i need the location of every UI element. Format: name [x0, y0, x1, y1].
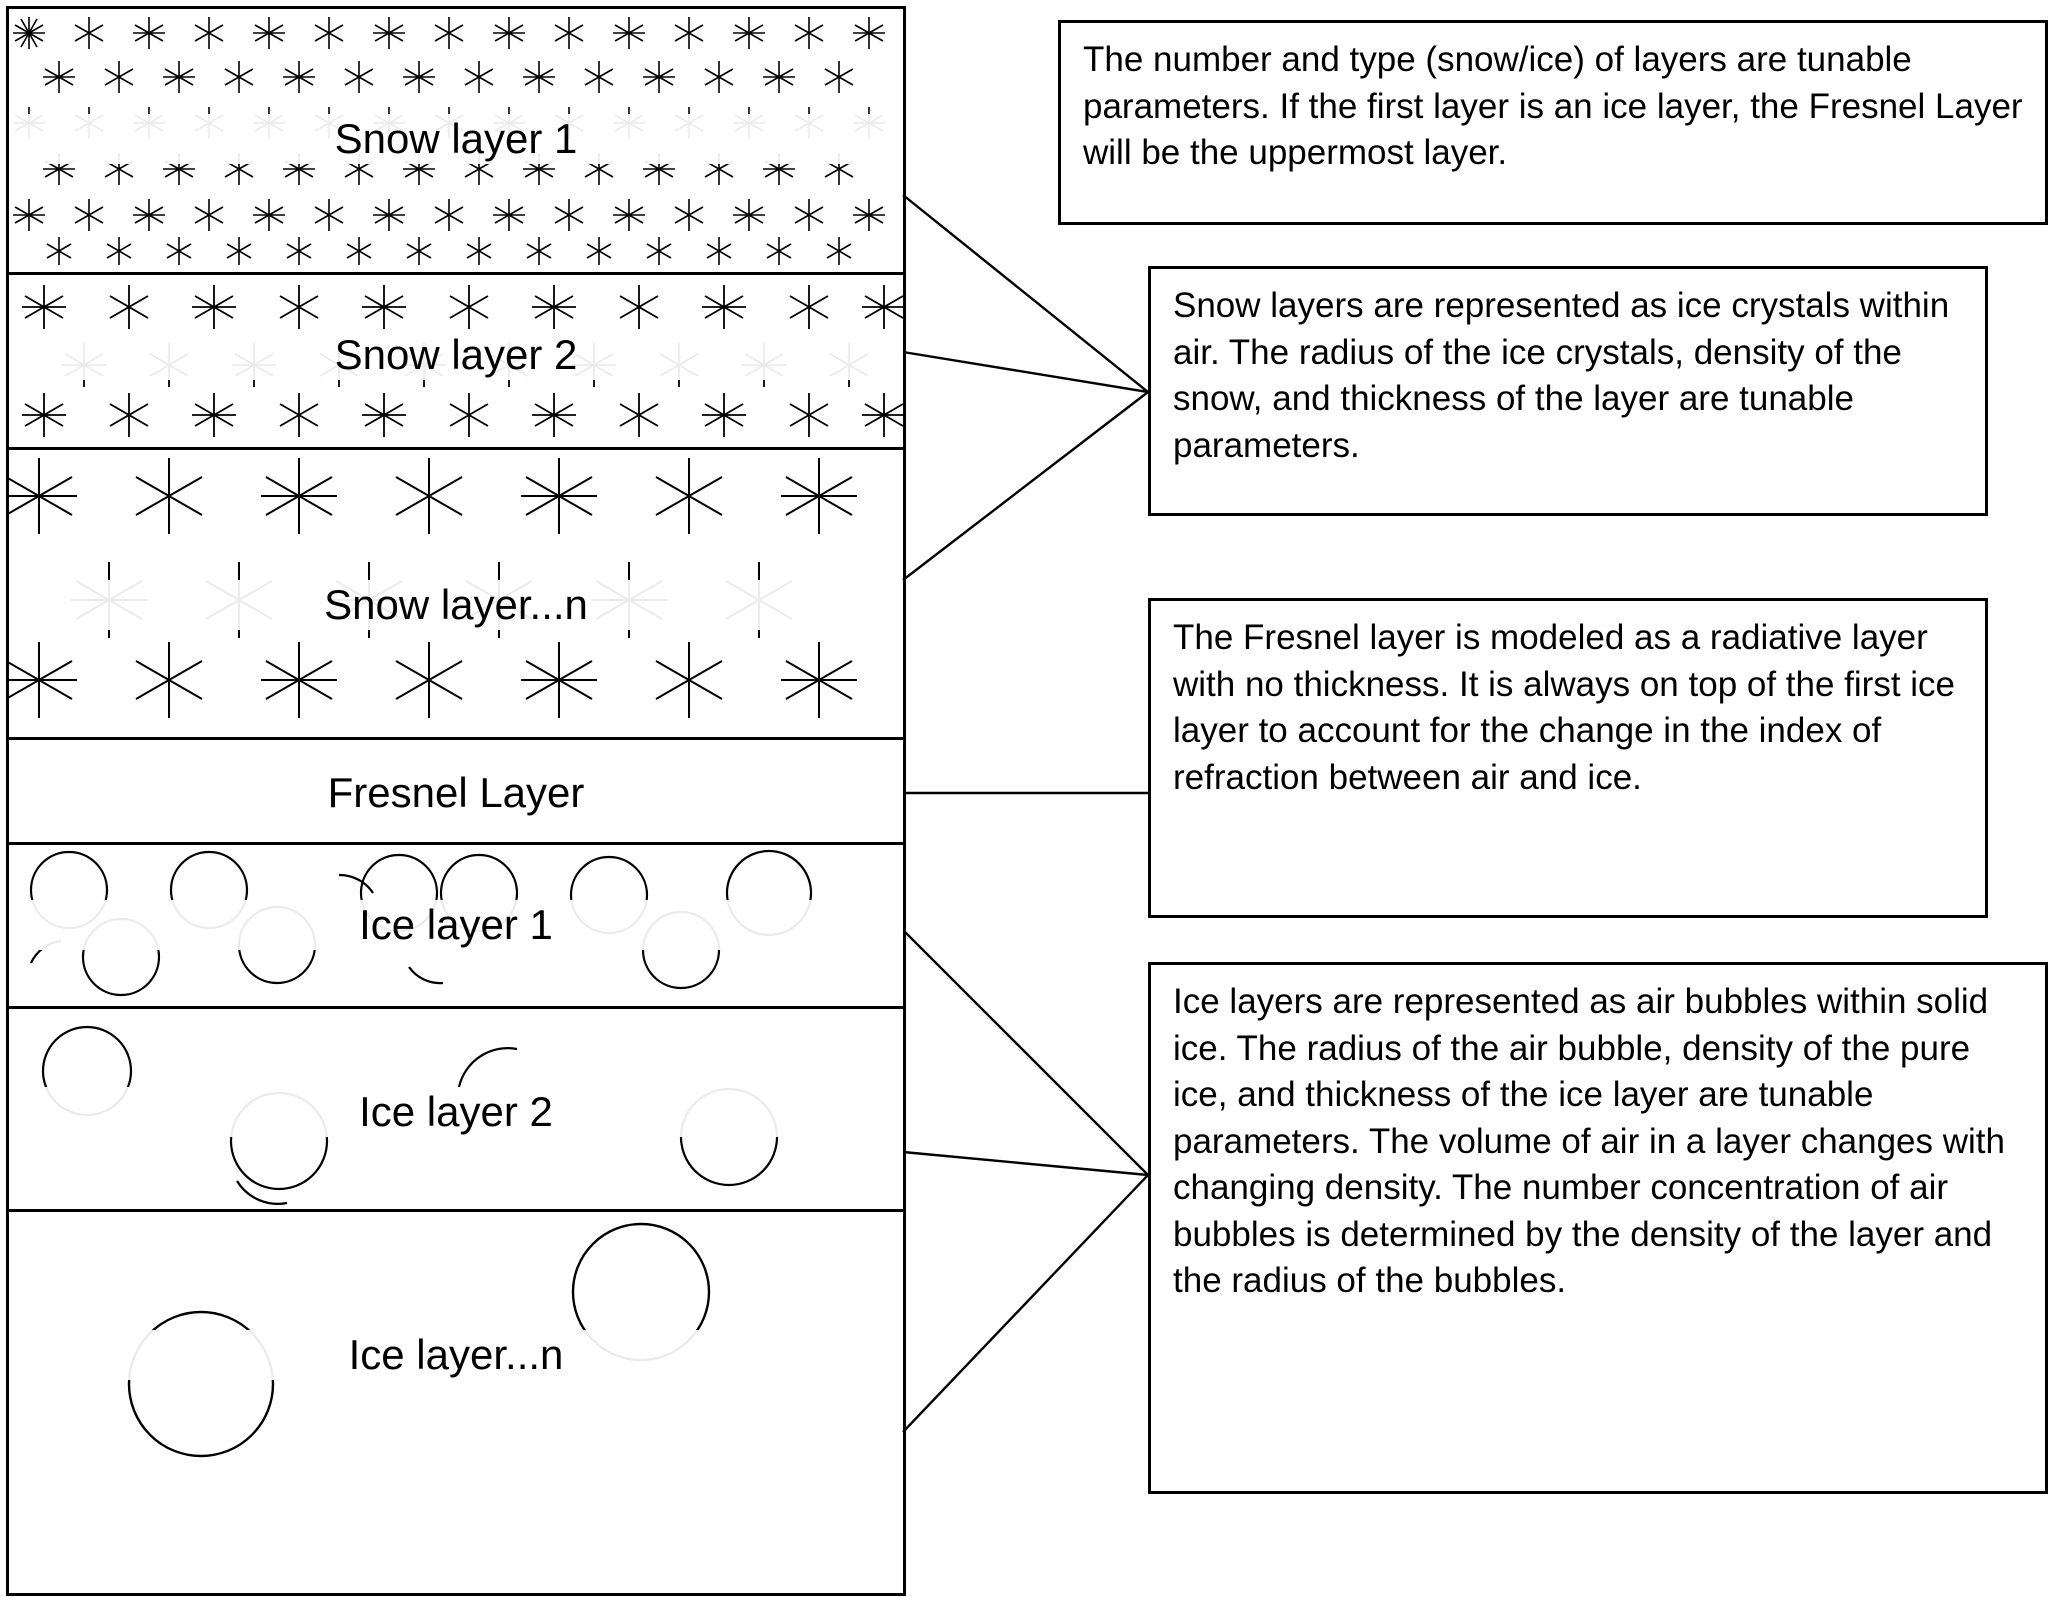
- note-ice-text: Ice layers are represented as air bubbles within solid ice. The radius of the air bubble, density of the pure ice, and thickness of the ice layer are tunable parameters. The volume of air in a layer changes with changing density. The number concentration of air bubbles is determined by the density of the layer and the radius of the bubbles.: [1173, 982, 2005, 1301]
- layer-label-snow-2: Snow layer 2: [9, 330, 903, 380]
- layer-label-fresnel: Fresnel Layer: [327, 769, 585, 816]
- layer-label-snow-1: Snow layer 1: [9, 114, 903, 164]
- layer-snow-layer-1: [9, 9, 903, 275]
- note-snow-text: Snow layers are represented as ice crystals within air. The radius of the ice crystals, density of the snow, and thickness of the layer are tunable parameters.: [1173, 286, 1950, 465]
- air-bubbles-large-icon: [9, 1212, 903, 1593]
- note-snow: [1148, 266, 1988, 516]
- layer-ice-layer-1: [9, 845, 903, 1009]
- layer-stack: [6, 6, 906, 1596]
- layer-ice-layer-2: [9, 1009, 903, 1212]
- note-layers-text: The number and type (snow/ice) of layers are tunable parameters. If the first layer is an ice layer, the Fresnel Layer will be the uppermost layer.: [1083, 40, 2023, 173]
- layer-label-ice-n: Ice layer...n: [9, 1330, 903, 1380]
- connector-snow-2: [903, 352, 1148, 392]
- note-layers: [1058, 20, 2048, 225]
- connector-snow-n: [903, 392, 1148, 580]
- layer-snow-layer-n: [9, 450, 903, 740]
- connector-ice-2: [903, 1152, 1148, 1175]
- note-fresnel: [1148, 598, 1988, 918]
- layer-fresnel: [9, 740, 903, 845]
- note-ice: [1148, 962, 2048, 1494]
- layer-label-ice-1: Ice layer 1: [9, 900, 903, 950]
- layer-ice-layer-n: [9, 1212, 903, 1593]
- layer-label-ice-2: Ice layer 2: [9, 1087, 903, 1137]
- connector-ice-1: [903, 930, 1148, 1175]
- connector-ice-n: [903, 1175, 1148, 1432]
- layer-snow-layer-2: [9, 275, 903, 450]
- note-fresnel-text: The Fresnel layer is modeled as a radiative layer with no thickness. It is always on top of the first ice layer to account for the change in the index of refraction between air and ice.: [1173, 618, 1956, 797]
- layer-label-snow-n: Snow layer...n: [9, 580, 903, 630]
